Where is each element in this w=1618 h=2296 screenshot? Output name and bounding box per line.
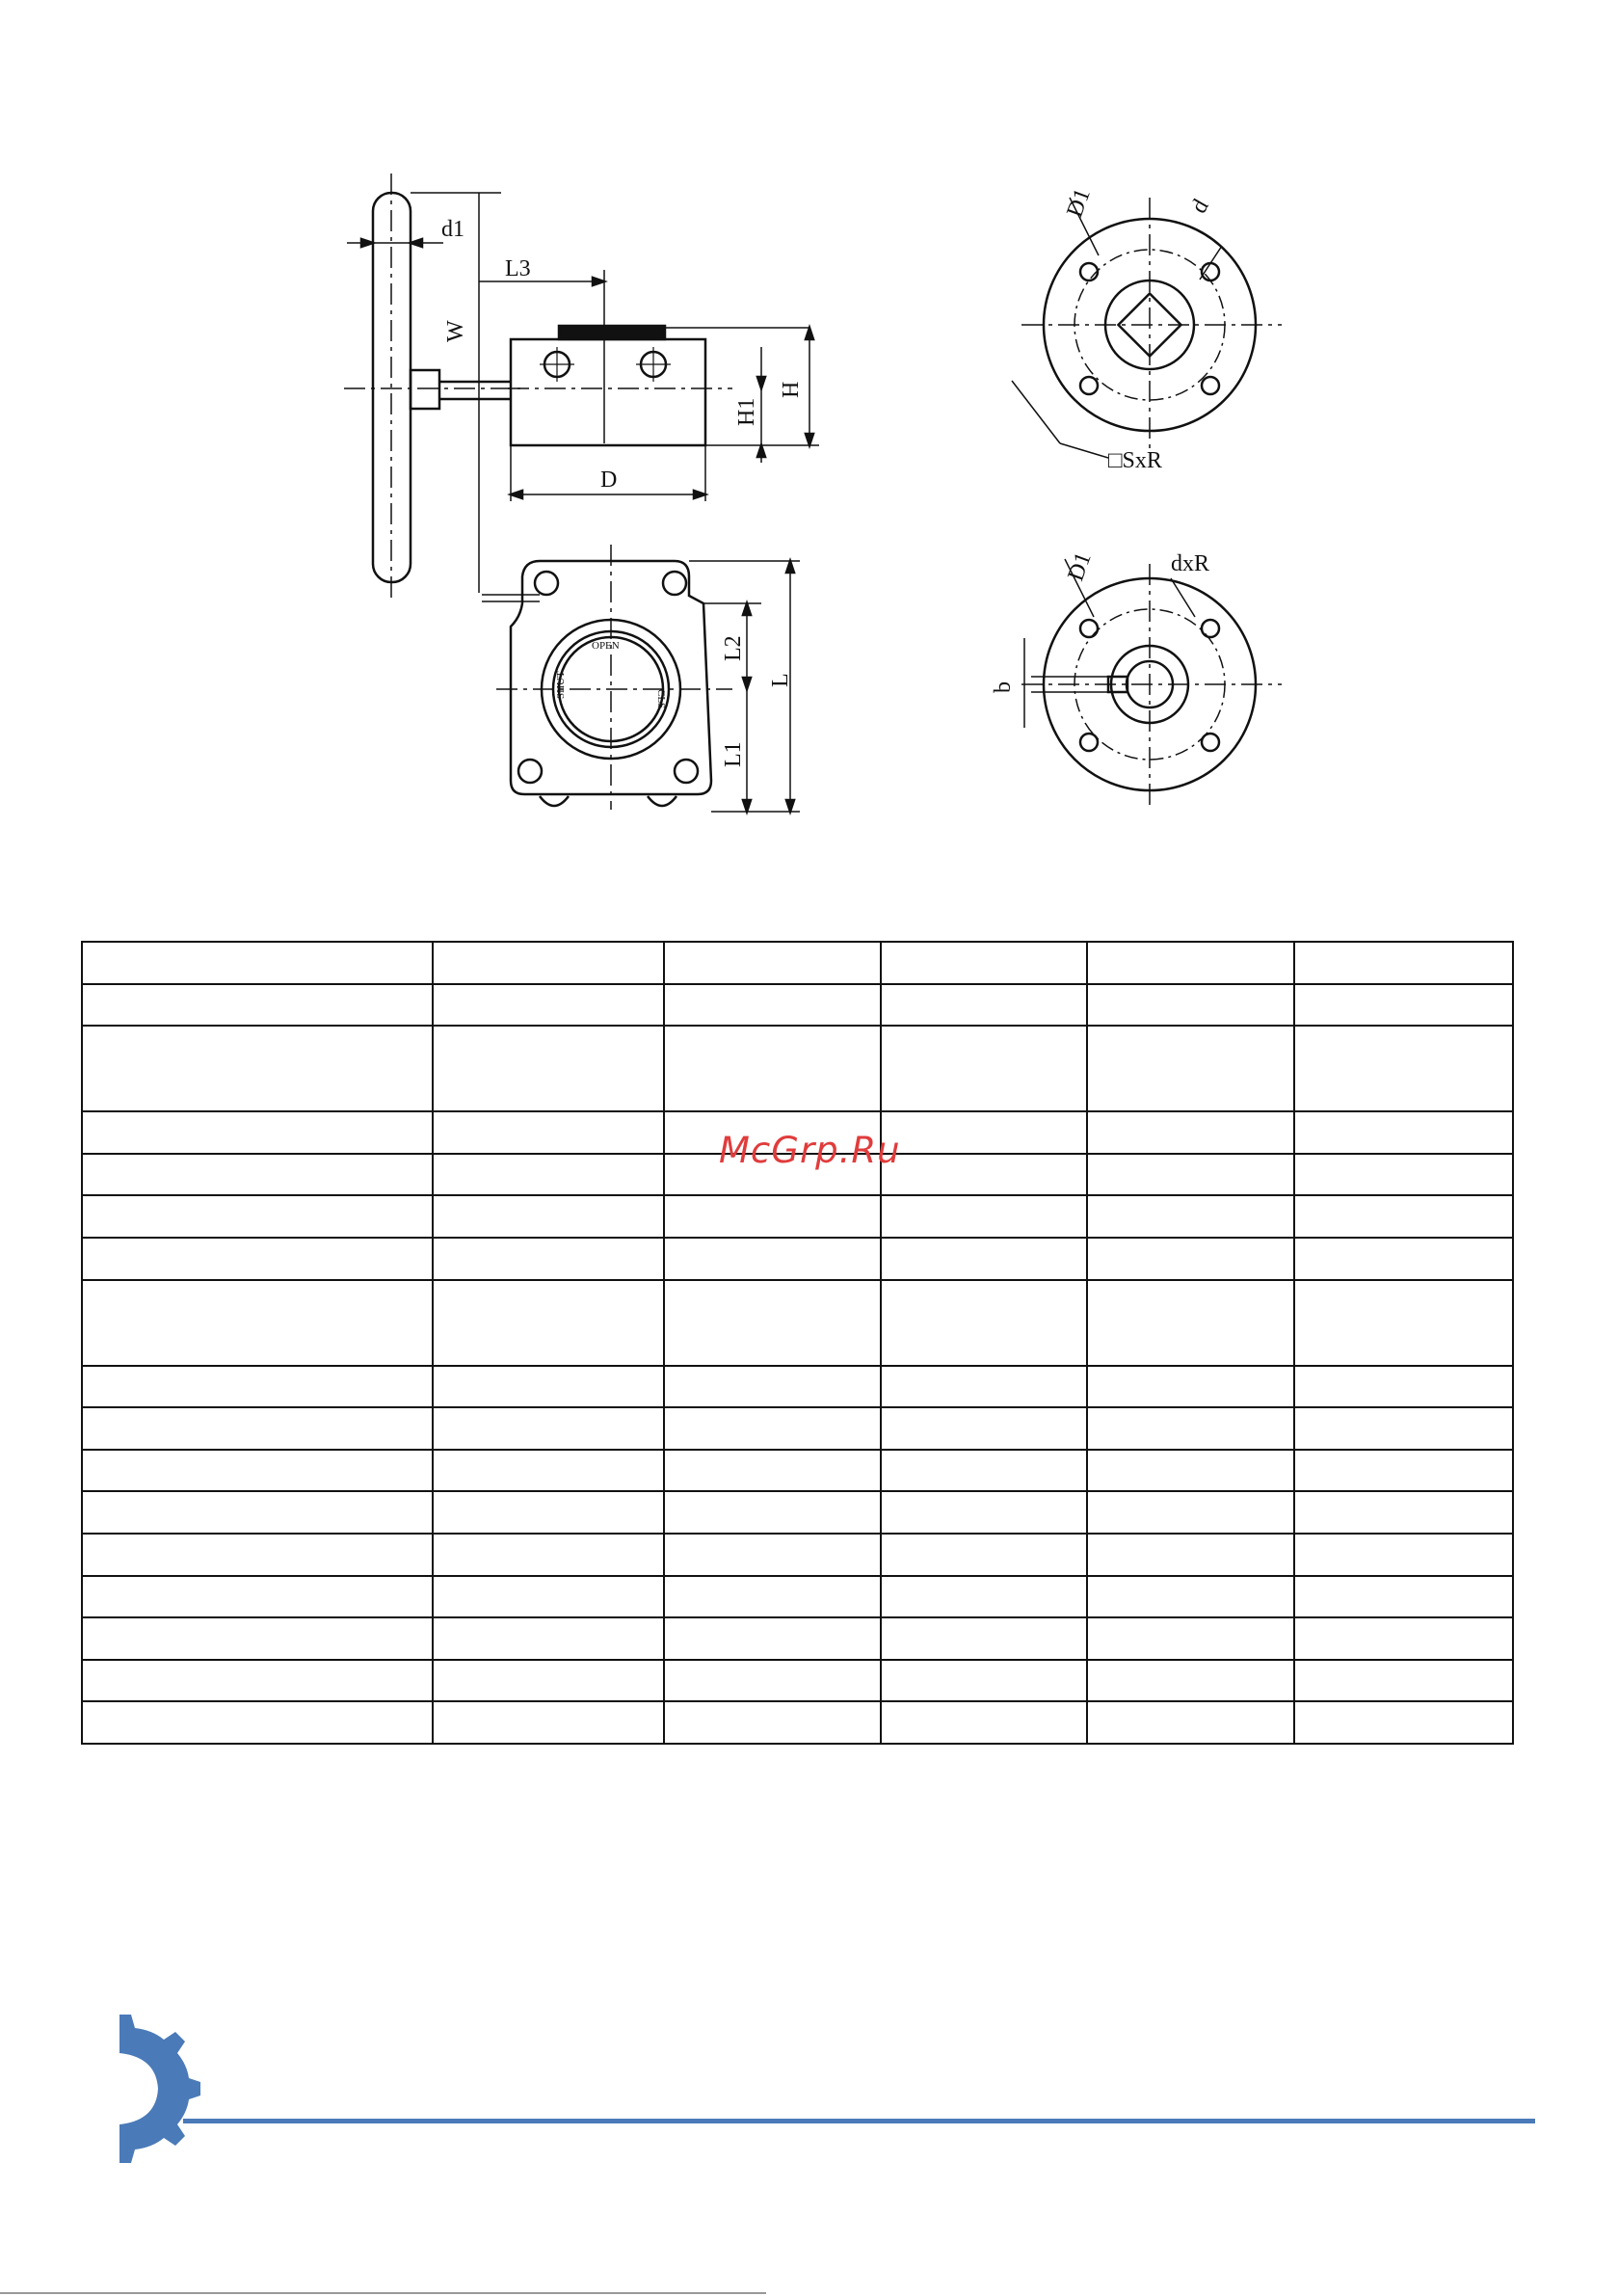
table-row (82, 1238, 1513, 1280)
table-cell (1294, 1366, 1513, 1408)
table-cell (82, 1701, 433, 1744)
table-cell (1294, 1450, 1513, 1492)
table-row (82, 1617, 1513, 1660)
table-cell (881, 1280, 1087, 1366)
table-cell (82, 1366, 433, 1408)
table-cell (433, 1407, 664, 1450)
table-row (82, 1534, 1513, 1576)
table-row (82, 942, 1513, 984)
table-cell (664, 1407, 881, 1450)
table-cell (433, 942, 664, 984)
table-cell (1294, 1660, 1513, 1702)
table-cell (881, 942, 1087, 984)
label-flange-d1: D1 (1062, 185, 1096, 221)
label-cls: CLS (655, 689, 667, 709)
table-cell (1294, 1534, 1513, 1576)
table-cell (433, 1154, 664, 1196)
table-cell (664, 1026, 881, 1111)
table-row (82, 1450, 1513, 1492)
table-cell (1294, 1195, 1513, 1238)
label-flange2-d1: D1 (1063, 548, 1097, 585)
table-cell (433, 1491, 664, 1534)
table-cell (881, 1660, 1087, 1702)
table-cell (664, 1534, 881, 1576)
table-cell (433, 1701, 664, 1744)
table-cell (82, 1450, 433, 1492)
table-cell (1294, 1111, 1513, 1154)
table-cell (881, 1491, 1087, 1534)
table-cell (664, 1617, 881, 1660)
label-l2: L2 (721, 635, 746, 661)
spec-table-body (82, 942, 1513, 1744)
table-cell (82, 1195, 433, 1238)
table-cell (82, 1280, 433, 1366)
table-cell (881, 1238, 1087, 1280)
label-l1: L1 (721, 741, 746, 767)
table-cell (82, 1491, 433, 1534)
bottom-rule (0, 2292, 766, 2294)
table-cell (881, 1154, 1087, 1196)
table-cell (1087, 1026, 1294, 1111)
table-cell (433, 1238, 664, 1280)
table-cell (881, 1701, 1087, 1744)
table-row (82, 1491, 1513, 1534)
table-cell (1087, 1660, 1294, 1702)
table-cell (1294, 1238, 1513, 1280)
table-cell (664, 942, 881, 984)
table-cell (881, 1111, 1087, 1154)
table-cell (433, 984, 664, 1027)
table-cell (1294, 1701, 1513, 1744)
table-cell (433, 1195, 664, 1238)
table-cell (664, 1366, 881, 1408)
table-cell (1087, 1238, 1294, 1280)
table-cell (1294, 1617, 1513, 1660)
table-cell (881, 1407, 1087, 1450)
table-cell (881, 1366, 1087, 1408)
technical-drawing (0, 0, 1618, 887)
label-d: D (600, 467, 618, 493)
table-cell (82, 1576, 433, 1618)
table-cell (1294, 1154, 1513, 1196)
table-cell (881, 1450, 1087, 1492)
table-cell (433, 1534, 664, 1576)
table-row (82, 1366, 1513, 1408)
table-cell (82, 984, 433, 1027)
table-cell (82, 1026, 433, 1111)
table-cell (433, 1280, 664, 1366)
label-sxr: □SxR (1108, 448, 1162, 473)
table-cell (82, 942, 433, 984)
table-cell (1087, 1111, 1294, 1154)
table-cell (82, 1617, 433, 1660)
table-cell (433, 1576, 664, 1618)
table-cell (82, 1111, 433, 1154)
label-b: b (991, 681, 1016, 693)
table-cell (1087, 1280, 1294, 1366)
table-cell (433, 1450, 664, 1492)
table-cell (82, 1534, 433, 1576)
table-cell (664, 1660, 881, 1702)
footer-rule (183, 2119, 1535, 2123)
table-row (82, 1280, 1513, 1366)
table-row (82, 984, 1513, 1027)
table-cell (1294, 1491, 1513, 1534)
table-cell (664, 1701, 881, 1744)
label-flange-d: d (1186, 195, 1214, 218)
label-d1: d1 (441, 217, 464, 242)
table-cell (1087, 942, 1294, 984)
label-h1: H1 (734, 397, 759, 426)
label-w: W (443, 320, 468, 342)
table-cell (1294, 1280, 1513, 1366)
table-cell (664, 1280, 881, 1366)
table-cell (881, 1195, 1087, 1238)
table-cell (1294, 942, 1513, 984)
label-l3: L3 (505, 256, 531, 281)
label-l: L (768, 673, 793, 687)
table-cell (82, 1238, 433, 1280)
table-cell (1087, 1195, 1294, 1238)
watermark: McGrp.Ru (719, 1130, 901, 1171)
table-cell (881, 1534, 1087, 1576)
table-cell (664, 1238, 881, 1280)
table-cell (433, 1617, 664, 1660)
table-cell (82, 1407, 433, 1450)
table-cell (1294, 984, 1513, 1027)
table-cell (664, 1195, 881, 1238)
table-cell (1087, 984, 1294, 1027)
table-cell (1087, 1154, 1294, 1196)
label-dxr: dxR (1171, 551, 1210, 576)
gear-logo-icon (114, 2007, 200, 2171)
table-row (82, 1026, 1513, 1111)
table-row (82, 1660, 1513, 1702)
table-cell (1087, 1534, 1294, 1576)
table-cell (1087, 1576, 1294, 1618)
label-open: OPEN (592, 640, 620, 652)
table-cell (433, 1111, 664, 1154)
table-cell (82, 1154, 433, 1196)
table-cell (433, 1366, 664, 1408)
table-cell (881, 1576, 1087, 1618)
table-cell (1087, 1407, 1294, 1450)
label-shut: SHUT (555, 671, 567, 699)
table-cell (1087, 1366, 1294, 1408)
table-row (82, 1407, 1513, 1450)
label-h: H (779, 381, 804, 398)
table-cell (1087, 1491, 1294, 1534)
table-cell (1294, 1576, 1513, 1618)
table-row (82, 1576, 1513, 1618)
table-cell (664, 1576, 881, 1618)
table-row (82, 1195, 1513, 1238)
table-cell (664, 1450, 881, 1492)
table-row (82, 1701, 1513, 1744)
table-cell (664, 984, 881, 1027)
table-cell (433, 1026, 664, 1111)
table-cell (881, 984, 1087, 1027)
table-cell (1087, 1701, 1294, 1744)
table-cell (1294, 1026, 1513, 1111)
table-cell (664, 1491, 881, 1534)
table-cell (881, 1617, 1087, 1660)
spec-table (81, 941, 1514, 1745)
table-cell (1087, 1617, 1294, 1660)
table-cell (82, 1660, 433, 1702)
table-cell (1087, 1450, 1294, 1492)
table-cell (1294, 1407, 1513, 1450)
table-cell (433, 1660, 664, 1702)
table-cell (881, 1026, 1087, 1111)
